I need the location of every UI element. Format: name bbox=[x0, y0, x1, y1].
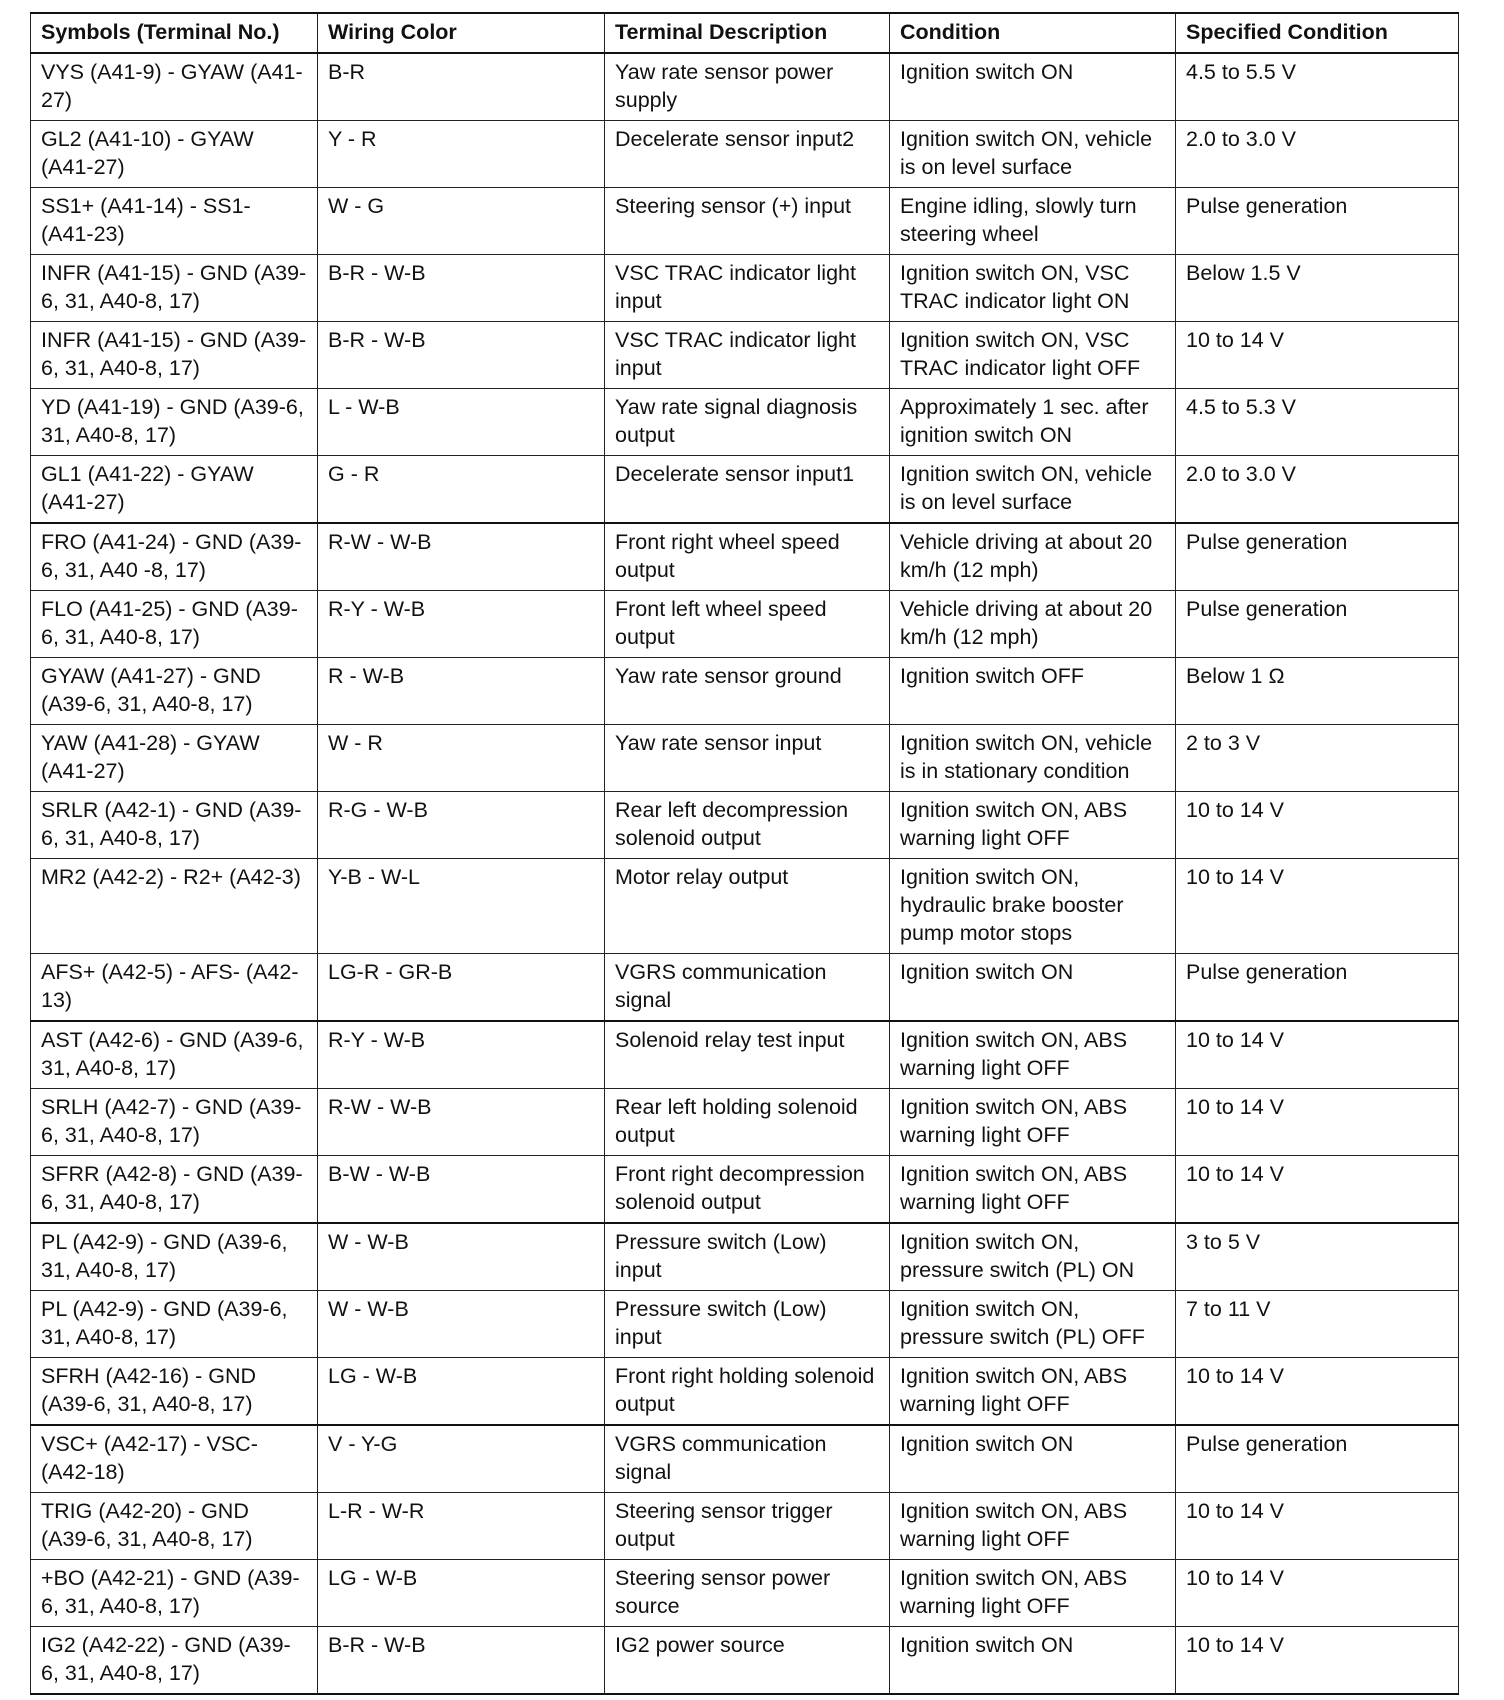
cell-specified-condition: Pulse generation bbox=[1176, 188, 1459, 255]
cell-symbols: INFR (A41-15) - GND (A39-6, 31, A40-8, 17) bbox=[31, 322, 318, 389]
cell-terminal-description: Motor relay output bbox=[605, 859, 890, 954]
cell-symbols: GYAW (A41-27) - GND (A39-6, 31, A40-8, 17) bbox=[31, 658, 318, 725]
cell-wiring-color: W - W-B bbox=[318, 1291, 605, 1358]
table-row bbox=[31, 1291, 1459, 1358]
cell-specified-condition: 2.0 to 3.0 V bbox=[1176, 121, 1459, 188]
cell-wiring-color: LG - W-B bbox=[318, 1560, 605, 1627]
table-row bbox=[31, 1358, 1459, 1426]
cell-symbols: IG2 (A42-22) - GND (A39-6, 31, A40-8, 17) bbox=[31, 1627, 318, 1695]
cell-symbols: INFR (A41-15) - GND (A39-6, 31, A40-8, 17) bbox=[31, 255, 318, 322]
cell-symbols: YD (A41-19) - GND (A39-6, 31, A40-8, 17) bbox=[31, 389, 318, 456]
cell-specified-condition: 10 to 14 V bbox=[1176, 1493, 1459, 1560]
cell-specified-condition: Pulse generation bbox=[1176, 523, 1459, 591]
table-header-row bbox=[31, 13, 1459, 53]
cell-terminal-description: Front right wheel speed output bbox=[605, 523, 890, 591]
table-row bbox=[31, 1627, 1459, 1695]
table-row bbox=[31, 1021, 1459, 1089]
cell-condition: Ignition switch ON bbox=[890, 954, 1176, 1022]
cell-condition: Ignition switch ON, ABS warning light OFF bbox=[890, 1089, 1176, 1156]
table-row bbox=[31, 954, 1459, 1022]
cell-wiring-color: R-Y - W-B bbox=[318, 591, 605, 658]
header-specified-condition: Specified Condition bbox=[1176, 13, 1459, 53]
cell-condition: Ignition switch ON, ABS warning light OFF bbox=[890, 1560, 1176, 1627]
cell-condition: Ignition switch ON, hydraulic brake booster pump motor stops bbox=[890, 859, 1176, 954]
cell-condition: Ignition switch ON bbox=[890, 1425, 1176, 1493]
cell-condition: Ignition switch ON, ABS warning light OFF bbox=[890, 1021, 1176, 1089]
cell-wiring-color: L-R - W-R bbox=[318, 1493, 605, 1560]
cell-symbols: AST (A42-6) - GND (A39-6, 31, A40-8, 17) bbox=[31, 1021, 318, 1089]
header-condition: Condition bbox=[890, 13, 1176, 53]
cell-wiring-color: R-W - W-B bbox=[318, 523, 605, 591]
cell-specified-condition: Pulse generation bbox=[1176, 954, 1459, 1022]
cell-specified-condition: Below 1 Ω bbox=[1176, 658, 1459, 725]
cell-condition: Ignition switch ON, VSC TRAC indicator light ON bbox=[890, 255, 1176, 322]
cell-condition: Ignition switch ON, ABS warning light OFF bbox=[890, 1156, 1176, 1224]
table-row bbox=[31, 188, 1459, 255]
cell-wiring-color: Y-B - W-L bbox=[318, 859, 605, 954]
cell-wiring-color: B-R - W-B bbox=[318, 1627, 605, 1695]
cell-terminal-description: Yaw rate sensor ground bbox=[605, 658, 890, 725]
cell-specified-condition: 10 to 14 V bbox=[1176, 1089, 1459, 1156]
cell-terminal-description: Decelerate sensor input2 bbox=[605, 121, 890, 188]
cell-specified-condition: 2 to 3 V bbox=[1176, 725, 1459, 792]
cell-specified-condition: Below 1.5 V bbox=[1176, 255, 1459, 322]
table-row bbox=[31, 1560, 1459, 1627]
cell-specified-condition: 4.5 to 5.5 V bbox=[1176, 53, 1459, 121]
cell-terminal-description: Solenoid relay test input bbox=[605, 1021, 890, 1089]
cell-wiring-color: B-R bbox=[318, 53, 605, 121]
cell-symbols: PL (A42-9) - GND (A39-6, 31, A40-8, 17) bbox=[31, 1291, 318, 1358]
cell-condition: Ignition switch ON, vehicle is in stationary condition bbox=[890, 725, 1176, 792]
cell-terminal-description: Rear left decompression solenoid output bbox=[605, 792, 890, 859]
cell-symbols: SRLR (A42-1) - GND (A39-6, 31, A40-8, 17) bbox=[31, 792, 318, 859]
cell-specified-condition: 2.0 to 3.0 V bbox=[1176, 456, 1459, 524]
cell-symbols: +BO (A42-21) - GND (A39-6, 31, A40-8, 17) bbox=[31, 1560, 318, 1627]
table-row bbox=[31, 658, 1459, 725]
cell-symbols: FRO (A41-24) - GND (A39-6, 31, A40 -8, 17) bbox=[31, 523, 318, 591]
cell-wiring-color: W - W-B bbox=[318, 1223, 605, 1291]
cell-terminal-description: Front right decompression solenoid output bbox=[605, 1156, 890, 1224]
table-row bbox=[31, 792, 1459, 859]
cell-terminal-description: VGRS communication signal bbox=[605, 954, 890, 1022]
cell-wiring-color: R-W - W-B bbox=[318, 1089, 605, 1156]
cell-symbols: SS1+ (A41-14) - SS1- (A41-23) bbox=[31, 188, 318, 255]
cell-terminal-description: Front right holding solenoid output bbox=[605, 1358, 890, 1426]
cell-condition: Ignition switch ON, vehicle is on level surface bbox=[890, 456, 1176, 524]
cell-condition: Ignition switch ON, pressure switch (PL) OFF bbox=[890, 1291, 1176, 1358]
cell-condition: Ignition switch ON, ABS warning light OFF bbox=[890, 1493, 1176, 1560]
cell-wiring-color: G - R bbox=[318, 456, 605, 524]
cell-specified-condition: 7 to 11 V bbox=[1176, 1291, 1459, 1358]
cell-specified-condition: 4.5 to 5.3 V bbox=[1176, 389, 1459, 456]
table-row bbox=[31, 1223, 1459, 1291]
cell-terminal-description: Rear left holding solenoid output bbox=[605, 1089, 890, 1156]
cell-condition: Ignition switch ON, ABS warning light OFF bbox=[890, 792, 1176, 859]
cell-terminal-description: Yaw rate signal diagnosis output bbox=[605, 389, 890, 456]
cell-specified-condition: 10 to 14 V bbox=[1176, 792, 1459, 859]
cell-terminal-description: Steering sensor trigger output bbox=[605, 1493, 890, 1560]
cell-condition: Ignition switch OFF bbox=[890, 658, 1176, 725]
cell-condition: Ignition switch ON bbox=[890, 1627, 1176, 1695]
cell-terminal-description: Decelerate sensor input1 bbox=[605, 456, 890, 524]
terminal-table bbox=[30, 12, 1459, 1695]
cell-condition: Vehicle driving at about 20 km/h (12 mph) bbox=[890, 591, 1176, 658]
cell-condition: Ignition switch ON, pressure switch (PL) ON bbox=[890, 1223, 1176, 1291]
cell-specified-condition: 3 to 5 V bbox=[1176, 1223, 1459, 1291]
cell-condition: Approximately 1 sec. after ignition switch ON bbox=[890, 389, 1176, 456]
cell-terminal-description: Front left wheel speed output bbox=[605, 591, 890, 658]
cell-terminal-description: VSC TRAC indicator light input bbox=[605, 322, 890, 389]
table-row bbox=[31, 121, 1459, 188]
cell-symbols: SRLH (A42-7) - GND (A39-6, 31, A40-8, 17) bbox=[31, 1089, 318, 1156]
table-row bbox=[31, 1425, 1459, 1493]
cell-wiring-color: R-Y - W-B bbox=[318, 1021, 605, 1089]
cell-terminal-description: VGRS communication signal bbox=[605, 1425, 890, 1493]
table-row bbox=[31, 53, 1459, 121]
cell-wiring-color: B-R - W-B bbox=[318, 255, 605, 322]
cell-terminal-description: Yaw rate sensor input bbox=[605, 725, 890, 792]
cell-wiring-color: R-G - W-B bbox=[318, 792, 605, 859]
cell-condition: Ignition switch ON, ABS warning light OFF bbox=[890, 1358, 1176, 1426]
table-row bbox=[31, 389, 1459, 456]
cell-specified-condition: Pulse generation bbox=[1176, 1425, 1459, 1493]
cell-terminal-description: Steering sensor power source bbox=[605, 1560, 890, 1627]
table-row bbox=[31, 591, 1459, 658]
cell-specified-condition: 10 to 14 V bbox=[1176, 1156, 1459, 1224]
header-wiring-color: Wiring Color bbox=[318, 13, 605, 53]
cell-condition: Vehicle driving at about 20 km/h (12 mph) bbox=[890, 523, 1176, 591]
table-body bbox=[31, 53, 1459, 1694]
cell-wiring-color: B-W - W-B bbox=[318, 1156, 605, 1224]
cell-specified-condition: 10 to 14 V bbox=[1176, 1560, 1459, 1627]
table-row bbox=[31, 859, 1459, 954]
cell-wiring-color: V - Y-G bbox=[318, 1425, 605, 1493]
table-row bbox=[31, 1156, 1459, 1224]
cell-wiring-color: W - R bbox=[318, 725, 605, 792]
cell-specified-condition: 10 to 14 V bbox=[1176, 1358, 1459, 1426]
cell-terminal-description: Yaw rate sensor power supply bbox=[605, 53, 890, 121]
table-row bbox=[31, 1089, 1459, 1156]
cell-symbols: YAW (A41-28) - GYAW (A41-27) bbox=[31, 725, 318, 792]
table-row bbox=[31, 456, 1459, 524]
cell-symbols: SFRR (A42-8) - GND (A39-6, 31, A40-8, 17) bbox=[31, 1156, 318, 1224]
cell-specified-condition: 10 to 14 V bbox=[1176, 322, 1459, 389]
cell-wiring-color: L - W-B bbox=[318, 389, 605, 456]
cell-symbols: MR2 (A42-2) - R2+ (A42-3) bbox=[31, 859, 318, 954]
cell-condition: Ignition switch ON, VSC TRAC indicator light OFF bbox=[890, 322, 1176, 389]
cell-terminal-description: Steering sensor (+) input bbox=[605, 188, 890, 255]
cell-wiring-color: LG-R - GR-B bbox=[318, 954, 605, 1022]
cell-symbols: VSC+ (A42-17) - VSC- (A42-18) bbox=[31, 1425, 318, 1493]
cell-symbols: GL2 (A41-10) - GYAW (A41-27) bbox=[31, 121, 318, 188]
table-row bbox=[31, 1493, 1459, 1560]
cell-specified-condition: 10 to 14 V bbox=[1176, 859, 1459, 954]
cell-wiring-color: W - G bbox=[318, 188, 605, 255]
cell-terminal-description: IG2 power source bbox=[605, 1627, 890, 1695]
cell-condition: Ignition switch ON, vehicle is on level surface bbox=[890, 121, 1176, 188]
cell-symbols: FLO (A41-25) - GND (A39-6, 31, A40-8, 17) bbox=[31, 591, 318, 658]
header-symbols: Symbols (Terminal No.) bbox=[31, 13, 318, 53]
cell-condition: Ignition switch ON bbox=[890, 53, 1176, 121]
cell-wiring-color: B-R - W-B bbox=[318, 322, 605, 389]
cell-symbols: GL1 (A41-22) - GYAW (A41-27) bbox=[31, 456, 318, 524]
cell-specified-condition: Pulse generation bbox=[1176, 591, 1459, 658]
cell-symbols: AFS+ (A42-5) - AFS- (A42-13) bbox=[31, 954, 318, 1022]
cell-wiring-color: Y - R bbox=[318, 121, 605, 188]
cell-symbols: PL (A42-9) - GND (A39-6, 31, A40-8, 17) bbox=[31, 1223, 318, 1291]
header-terminal-description: Terminal Description bbox=[605, 13, 890, 53]
cell-terminal-description: Pressure switch (Low) input bbox=[605, 1291, 890, 1358]
cell-symbols: TRIG (A42-20) - GND (A39-6, 31, A40-8, 17) bbox=[31, 1493, 318, 1560]
table-row bbox=[31, 725, 1459, 792]
cell-condition: Engine idling, slowly turn steering wheel bbox=[890, 188, 1176, 255]
cell-symbols: SFRH (A42-16) - GND (A39-6, 31, A40-8, 17) bbox=[31, 1358, 318, 1426]
cell-symbols: VYS (A41-9) - GYAW (A41-27) bbox=[31, 53, 318, 121]
table-row bbox=[31, 322, 1459, 389]
cell-specified-condition: 10 to 14 V bbox=[1176, 1627, 1459, 1695]
cell-terminal-description: VSC TRAC indicator light input bbox=[605, 255, 890, 322]
cell-wiring-color: R - W-B bbox=[318, 658, 605, 725]
table-row bbox=[31, 255, 1459, 322]
cell-wiring-color: LG - W-B bbox=[318, 1358, 605, 1426]
cell-specified-condition: 10 to 14 V bbox=[1176, 1021, 1459, 1089]
table-row bbox=[31, 523, 1459, 591]
cell-terminal-description: Pressure switch (Low) input bbox=[605, 1223, 890, 1291]
